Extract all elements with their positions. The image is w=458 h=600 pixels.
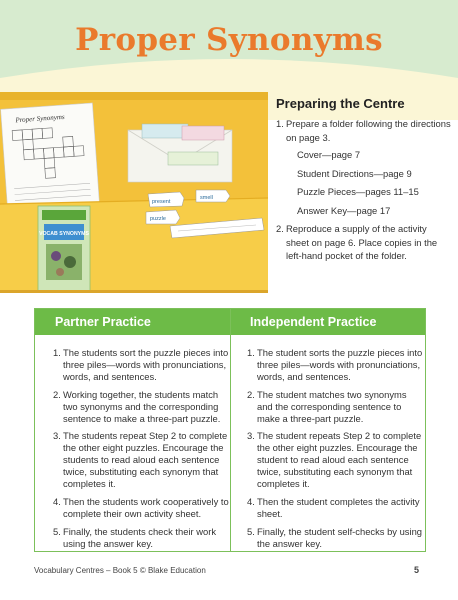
list-item <box>247 496 423 520</box>
column-divider <box>230 309 231 551</box>
item-text: The students sort the puzzle pieces into three piles—words with pronunciations, words, and sentences. <box>63 347 229 382</box>
item-text: Then the students work cooperatively to complete their own activity sheet. <box>63 495 229 519</box>
step-text: Prepare a folder following the directions on page 3. <box>286 118 451 143</box>
list-item <box>53 430 229 490</box>
worksheet <box>1 103 100 213</box>
item-number: 5. <box>53 525 61 537</box>
item-number: 3. <box>53 430 61 442</box>
step-number: 2. <box>276 223 284 234</box>
list-item <box>247 347 423 383</box>
puzzle-word-puzzle: puzzle <box>150 216 166 222</box>
puzzle-word-present: present <box>152 199 171 205</box>
item-text: The student repeats Step 2 to complete the other eight puzzles. Encourage the student to read aloud each sentence twice, substituting each synonym that completes it. <box>257 430 422 490</box>
puzzle-word-smell: smell <box>200 195 213 201</box>
centre-folder-photo <box>0 86 270 308</box>
list-item <box>53 526 229 550</box>
preparing-heading: Preparing the Centre <box>276 96 405 111</box>
item-number: 1. <box>53 347 61 358</box>
envelope <box>128 124 232 182</box>
item-text: The student sorts the puzzle pieces into three piles—words with pronunciations, words, and sentences. <box>257 347 423 382</box>
partner-practice-heading: Partner Practice <box>55 315 151 329</box>
booklet-title: VOCAB SYNONYMS <box>39 231 89 237</box>
item-number: 5. <box>247 525 255 537</box>
item-number: 4. <box>247 495 255 507</box>
item-number: 3. <box>247 430 255 442</box>
page-number: 5 <box>414 565 420 575</box>
item-number: 2. <box>247 388 255 400</box>
partner-column <box>53 347 229 556</box>
prep-step-2 <box>276 222 452 263</box>
item-text: Finally, the student self-checks by using the answer key. <box>257 525 423 549</box>
list-item <box>247 430 423 490</box>
list-item <box>247 389 423 425</box>
item-number: 1. <box>247 347 255 358</box>
prep-subitems <box>276 148 452 217</box>
subitem-cover: Cover—page 7 <box>297 149 361 160</box>
preparing-list <box>276 117 452 263</box>
item-number: 2. <box>53 388 61 400</box>
list-item <box>53 347 229 383</box>
step-text: Reproduce a supply of the activity sheet on page 6. Place copies in the left-hand pocket of the folder. <box>286 223 438 261</box>
list-item <box>53 389 229 425</box>
item-text: The student matches two synonyms and the corresponding sentence to make a three-part puzzle. <box>257 388 407 424</box>
item-text: The students repeat Step 2 to complete the other eight puzzles. Encourage the students to read aloud each sentence twice, substituting each synonym that completes it. <box>63 430 228 490</box>
practice-table <box>34 308 426 552</box>
subitem-pieces: Puzzle Pieces—pages 11–15 <box>297 186 419 197</box>
footer-credit: Vocabulary Centres – Book 5 © Blake Education <box>34 566 206 575</box>
preparing-section <box>276 96 452 263</box>
list-item <box>53 496 229 520</box>
item-number: 4. <box>53 495 61 507</box>
item-text: Finally, the students check their work using the answer key. <box>63 525 217 549</box>
page-title: Proper Synonyms <box>75 22 383 58</box>
step-number: 1. <box>276 118 284 129</box>
prep-step-1 <box>276 117 452 144</box>
item-text: Then the student completes the activity sheet. <box>257 495 420 519</box>
independent-column <box>247 347 423 556</box>
list-item <box>247 526 423 550</box>
activity-booklet <box>38 206 90 292</box>
subitem-answer-key: Answer Key—page 17 <box>297 204 391 216</box>
worksheet-title: Proper Synonyms <box>15 112 65 125</box>
subitem-directions: Student Directions—page 9 <box>297 167 412 179</box>
independent-practice-heading: Independent Practice <box>250 315 377 329</box>
item-text: Working together, the students match two synonyms and the corresponding sentence to make a three-part puzzle. <box>63 388 221 424</box>
